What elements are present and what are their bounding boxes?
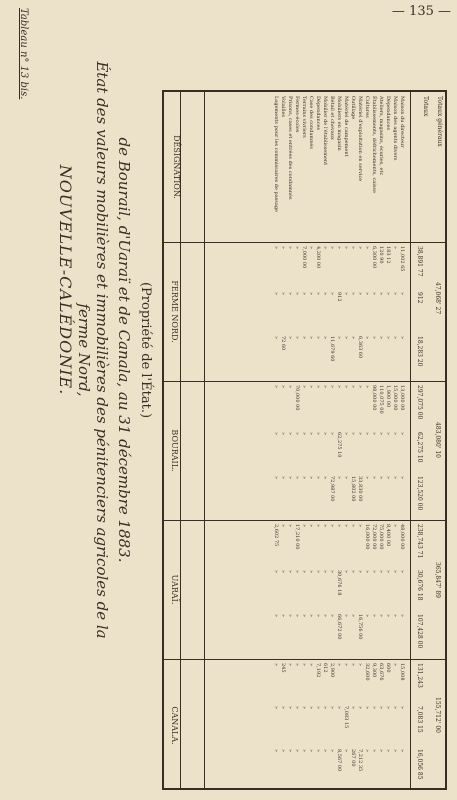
header-uarai: UARAÏ. xyxy=(170,574,179,605)
subtitle-line-1: État des valeurs mobilières et immobilières des pénitenciers agricoles de la ferme Nord, xyxy=(75,61,111,639)
row-label: Dépendances xyxy=(315,96,321,131)
uarai-total-immo: 238,743 71 xyxy=(416,524,423,559)
header-ferme-nord: FERME NORD. xyxy=(170,280,179,343)
row-label: Prisons, cases et entrées des condamnés xyxy=(287,96,293,200)
subtitle-line-3: (Propriété de l'État.) xyxy=(138,281,153,419)
row-label: Outillage xyxy=(350,96,356,120)
row-label: Cultures xyxy=(364,96,370,118)
row-label: Maison des agents divers xyxy=(392,96,398,161)
uarai-grand-total: 365,847' 89 xyxy=(434,562,441,599)
page-number: — 135 — xyxy=(391,4,451,19)
row-label: Mobiliers en magasin xyxy=(336,96,342,151)
bourail-total-magasin: 62,275 10 xyxy=(416,432,423,463)
uarai-service: » » » » » » 16,756 00 » » 66,672 00 » » » » » » » » » xyxy=(273,614,405,640)
row-label: Logements pour les commissaires de passage xyxy=(273,96,279,213)
uarai-total-service: 107,428 00 xyxy=(416,614,423,649)
canala-service: » » » » » » 7,212 35 267 00 » 8,567 00 » » » » » » » » » xyxy=(273,749,405,772)
row-label: Case des condamnés xyxy=(308,96,314,149)
bourail-total-service: 123,520 00 xyxy=(416,476,423,511)
ferme-nord-total-immo: 38,891 77 xyxy=(416,246,423,277)
uarai-immo: 48,000 00 » 8,400 00 75,000 00 72,000 00 16,000 00 » » » » » » » » » 17,210 00 » » 2,602 75 xyxy=(273,524,405,550)
row-label: Dépendances xyxy=(385,96,391,131)
canala-total-immo: 131,243 xyxy=(416,663,423,688)
row-label: Ateliers, magasins, écuries, etc xyxy=(378,96,384,176)
bourail-total-immo: 297,075 00 xyxy=(416,385,423,420)
canala-total-magasin: 7,083 15 xyxy=(416,706,423,733)
bourail-service: » » » » » » 33,830 00 15,802 00 » » 72,987 00 » » » » » » » » xyxy=(273,476,405,502)
row-label: Matériel d'exploitation en service xyxy=(357,96,363,182)
ferme-nord-grand-total: 47,068' 27 xyxy=(434,282,441,315)
ferme-nord-total-service: 18,283 20 xyxy=(416,336,423,367)
row-label: Mobilier de l'établissement xyxy=(322,96,328,166)
row-label: Maison du directeur xyxy=(399,96,405,148)
row-label: Terrains vivriers xyxy=(301,96,307,138)
totals-label: Totaux xyxy=(422,96,429,117)
valuation-table xyxy=(162,90,447,790)
bourail-grand-total: 483,080' 10 xyxy=(434,422,441,459)
bourail-magasin: » » » » » » » » » 62,275 10 » » » » » » » » » xyxy=(273,432,405,458)
ferme-nord-immo: 11,002 65 » 183 12 120 90 6,300 00 » » » » » » » 4,200 00 » 7,000 00 » » » » xyxy=(273,246,405,272)
ferme-nord-service: » » » » » » 6,363 60 » » » 11,679 60 » » » » » » 72 60 » xyxy=(273,336,405,362)
header-canala: CANALA. xyxy=(170,706,179,745)
row-label: Bétail et chevaux xyxy=(329,96,335,140)
grand-totals-label: Totaux généraux xyxy=(436,96,443,147)
row-label: Établissements, défrichements, caisse xyxy=(371,96,377,193)
header-bourail: BOURAIL. xyxy=(170,429,179,472)
canala-grand-total: 155,712' 00 xyxy=(434,697,441,734)
bourail-immo: 13,000 00 15,000 00 1,900 00 110,075 00 98,000 00 » » » » » » » » » » 70,000 00 » » » xyxy=(273,385,405,414)
row-label: Volailles xyxy=(280,96,286,118)
header-designation: DÉSIGNATION. xyxy=(172,135,181,199)
table-label: Tableau n° 13 bis. xyxy=(18,8,29,100)
uarai-total-magasin: 30,676 18 xyxy=(416,570,423,601)
ferme-nord-magasin: » » » » » » » » » 912 » » » » » » » » » xyxy=(273,292,405,302)
row-labels xyxy=(272,96,405,212)
page-heading: NOUVELLE-CALÉDONIE. xyxy=(56,164,75,396)
subtitle-line-2: de Bourail, d'Uaraï et de Canala, au 31 décembre 1883. xyxy=(115,137,133,563)
ferme-nord-total-magasin: 912 xyxy=(416,292,423,304)
canala-magasin: » » » » » » » » 7,083 15 » » » » » » » » » » xyxy=(273,706,405,729)
uarai-magasin: » » » » » » » » » 30,676 18 » » » » » » » » » xyxy=(273,570,405,596)
canala-total-service: 16,056 85 xyxy=(416,749,423,780)
canala-immo: 15,008 » 600 63,676 9,300 32,600 » » » » 2,900 612 7,192 » » » » 245 » xyxy=(273,663,405,681)
row-label: Fermes-écoles xyxy=(294,96,300,133)
row-label: Matériel de campement xyxy=(343,96,349,157)
